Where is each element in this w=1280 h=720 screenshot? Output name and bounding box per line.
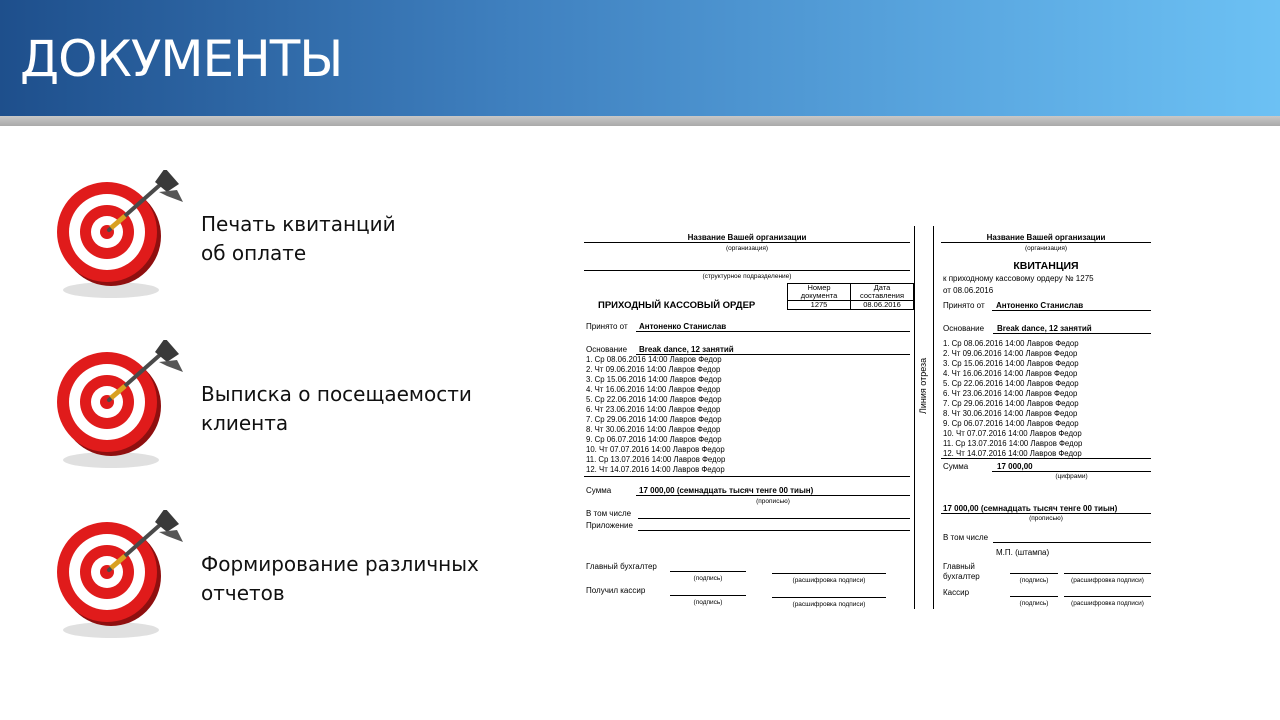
org-caption: (организация) xyxy=(725,245,769,252)
stamp-label: М.П. (штампа) xyxy=(996,548,1050,557)
rule xyxy=(636,331,910,332)
rule xyxy=(993,542,1151,543)
feature-item xyxy=(55,340,575,480)
receipt-decode-caption: (расшифровка подписи) xyxy=(1071,577,1144,584)
list-item: 6. Чт 23.06.2016 14:00 Лавров Федор xyxy=(943,389,1078,398)
sum-label: Сумма xyxy=(586,486,612,495)
cut-line xyxy=(914,226,915,609)
receipt-lessons-list xyxy=(943,339,1082,459)
list-item: 10. Чт 07.07.2016 14:00 Лавров Федор xyxy=(586,445,725,454)
rule xyxy=(638,530,910,531)
received-value: Антоненко Станислав xyxy=(639,322,727,331)
feature-line: Выписка о посещаемости xyxy=(201,382,472,406)
receipt-sum-value: 17 000,00 xyxy=(997,462,1033,471)
col-number-header: Номер документа xyxy=(788,284,851,301)
dept-caption: (структурное подразделение) xyxy=(702,273,792,280)
target-dart-icon xyxy=(55,170,195,305)
receipt-sign-caption: (подпись) xyxy=(1019,600,1049,607)
receipt-org-caption: (организация) xyxy=(1024,245,1068,252)
receipt-ref-line: к приходному кассовому ордеру № 1275 xyxy=(943,274,1094,283)
rule xyxy=(636,495,910,496)
feature-line: об оплате xyxy=(201,241,307,265)
list-item: 4. Чт 16.06.2016 14:00 Лавров Федор xyxy=(586,385,721,394)
receipt-title: КВИТАНЦИЯ xyxy=(1013,260,1079,272)
rule xyxy=(1064,573,1151,574)
org-name: Название Вашей организации xyxy=(687,233,807,242)
sum-value: 17 000,00 (семнадцать тысяч тенге 00 тиын) xyxy=(639,486,814,495)
list-item: 7. Ср 29.06.2016 14:00 Лавров Федор xyxy=(586,415,722,424)
rule xyxy=(584,242,910,243)
feature-line: отчетов xyxy=(201,581,285,605)
including-label: В том числе xyxy=(586,509,632,518)
target-dart-icon xyxy=(55,510,195,645)
receipt-received-value: Антоненко Станислав xyxy=(996,301,1084,310)
receipt-chief-label-line: бухгалтер xyxy=(943,572,980,581)
received-label: Принято от xyxy=(586,322,628,331)
list-item: 1. Ср 08.06.2016 14:00 Лавров Федор xyxy=(586,355,722,364)
receipt-sum-words: 17 000,00 (семнадцать тысяч тенге 00 тиын) xyxy=(943,504,1118,513)
receipt-org-name: Название Вашей организации xyxy=(986,233,1106,242)
col-date-header: Дата составления xyxy=(851,284,914,301)
rule xyxy=(993,333,1151,334)
cut-line-label: Линия отреза xyxy=(918,357,928,414)
list-item: 6. Чт 23.06.2016 14:00 Лавров Федор xyxy=(586,405,721,414)
words-caption: (прописью) xyxy=(756,498,790,505)
order-number: 1275 xyxy=(788,301,851,310)
lessons-list xyxy=(586,355,725,475)
rule xyxy=(941,242,1151,243)
feature-item xyxy=(55,170,575,310)
list-item: 12. Чт 14.07.2016 14:00 Лавров Федор xyxy=(943,449,1082,458)
list-item: 2. Чт 09.06.2016 14:00 Лавров Федор xyxy=(586,365,721,374)
receipt-cashier-label: Кассир xyxy=(943,588,970,597)
list-item: 12. Чт 14.07.2016 14:00 Лавров Федор xyxy=(586,465,725,474)
feature-text xyxy=(201,550,531,608)
receipt-decode-caption: (расшифровка подписи) xyxy=(1071,600,1144,607)
receipt-chief-label-line: Главный xyxy=(943,562,975,571)
order-title: ПРИХОДНЫЙ КАССОВЫЙ ОРДЕР xyxy=(598,300,756,311)
rule xyxy=(1010,596,1058,597)
list-item: 9. Ср 06.07.2016 14:00 Лавров Федор xyxy=(943,419,1079,428)
receipt-chief-label xyxy=(943,562,980,582)
order-number-table xyxy=(787,283,914,310)
receipt-including-label: В том числе xyxy=(943,533,989,542)
receipt-basis-label: Основание xyxy=(943,324,985,333)
basis-value: Break dance, 12 занятий xyxy=(639,345,734,354)
feature-text xyxy=(201,210,531,268)
order-date: 08.06.2016 xyxy=(851,301,914,310)
rule xyxy=(1010,573,1058,574)
list-item: 2. Чт 09.06.2016 14:00 Лавров Федор xyxy=(943,349,1078,358)
feature-item xyxy=(55,510,575,650)
list-item: 10. Чт 07.07.2016 14:00 Лавров Федор xyxy=(943,429,1082,438)
cash-order-document xyxy=(580,226,1160,616)
cashier-label: Получил кассир xyxy=(586,586,646,595)
header-banner xyxy=(0,0,1280,116)
list-item: 7. Ср 29.06.2016 14:00 Лавров Федор xyxy=(943,399,1079,408)
receipt-date-line: от 08.06.2016 xyxy=(943,286,994,295)
target-dart-icon xyxy=(55,340,195,475)
attachment-label: Приложение xyxy=(586,521,633,530)
basis-label: Основание xyxy=(586,345,628,354)
list-item: 3. Ср 15.06.2016 14:00 Лавров Федор xyxy=(943,359,1079,368)
list-item: 1. Ср 08.06.2016 14:00 Лавров Федор xyxy=(943,339,1079,348)
receipt-words-caption: (прописью) xyxy=(1029,515,1063,522)
list-item: 9. Ср 06.07.2016 14:00 Лавров Федор xyxy=(586,435,722,444)
rule xyxy=(941,513,1151,514)
decode-caption: (расшифровка подписи) xyxy=(792,577,866,584)
cut-line xyxy=(933,226,934,609)
list-item: 11. Ср 13.07.2016 14:00 Лавров Федор xyxy=(586,455,726,464)
feature-line: Формирование различных xyxy=(201,552,479,576)
rule xyxy=(670,595,746,596)
sign-caption: (подпись) xyxy=(693,575,723,582)
feature-line: Печать квитанций xyxy=(201,212,396,236)
rule xyxy=(992,310,1151,311)
rule xyxy=(584,476,910,477)
rule xyxy=(1064,596,1151,597)
rule xyxy=(670,571,746,572)
rule xyxy=(584,270,910,271)
list-item: 5. Ср 22.06.2016 14:00 Лавров Федор xyxy=(586,395,722,404)
list-item: 5. Ср 22.06.2016 14:00 Лавров Федор xyxy=(943,379,1079,388)
page-title: ДОКУМЕНТЫ xyxy=(20,30,343,88)
chief-accountant-label: Главный бухгалтер xyxy=(586,562,657,571)
rule xyxy=(772,597,886,598)
receipt-basis-value: Break dance, 12 занятий xyxy=(997,324,1092,333)
receipt-sum-label: Сумма xyxy=(943,462,969,471)
receipt-sign-caption: (подпись) xyxy=(1019,577,1049,584)
list-item: 8. Чт 30.06.2016 14:00 Лавров Федор xyxy=(586,425,721,434)
feature-text xyxy=(201,380,531,438)
rule xyxy=(941,458,1151,459)
digits-caption: (цифрами) xyxy=(1055,473,1088,480)
list-item: 3. Ср 15.06.2016 14:00 Лавров Федор xyxy=(586,375,722,384)
rule xyxy=(992,471,1151,472)
rule xyxy=(638,518,910,519)
feature-line: клиента xyxy=(201,411,289,435)
receipt-received-label: Принято от xyxy=(943,301,985,310)
list-item: 4. Чт 16.06.2016 14:00 Лавров Федор xyxy=(943,369,1078,378)
rule xyxy=(772,573,886,574)
list-item: 11. Ср 13.07.2016 14:00 Лавров Федор xyxy=(943,439,1083,448)
sign-caption: (подпись) xyxy=(693,599,723,606)
header-divider xyxy=(0,116,1280,126)
list-item: 8. Чт 30.06.2016 14:00 Лавров Федор xyxy=(943,409,1078,418)
decode-caption: (расшифровка подписи) xyxy=(792,601,866,608)
